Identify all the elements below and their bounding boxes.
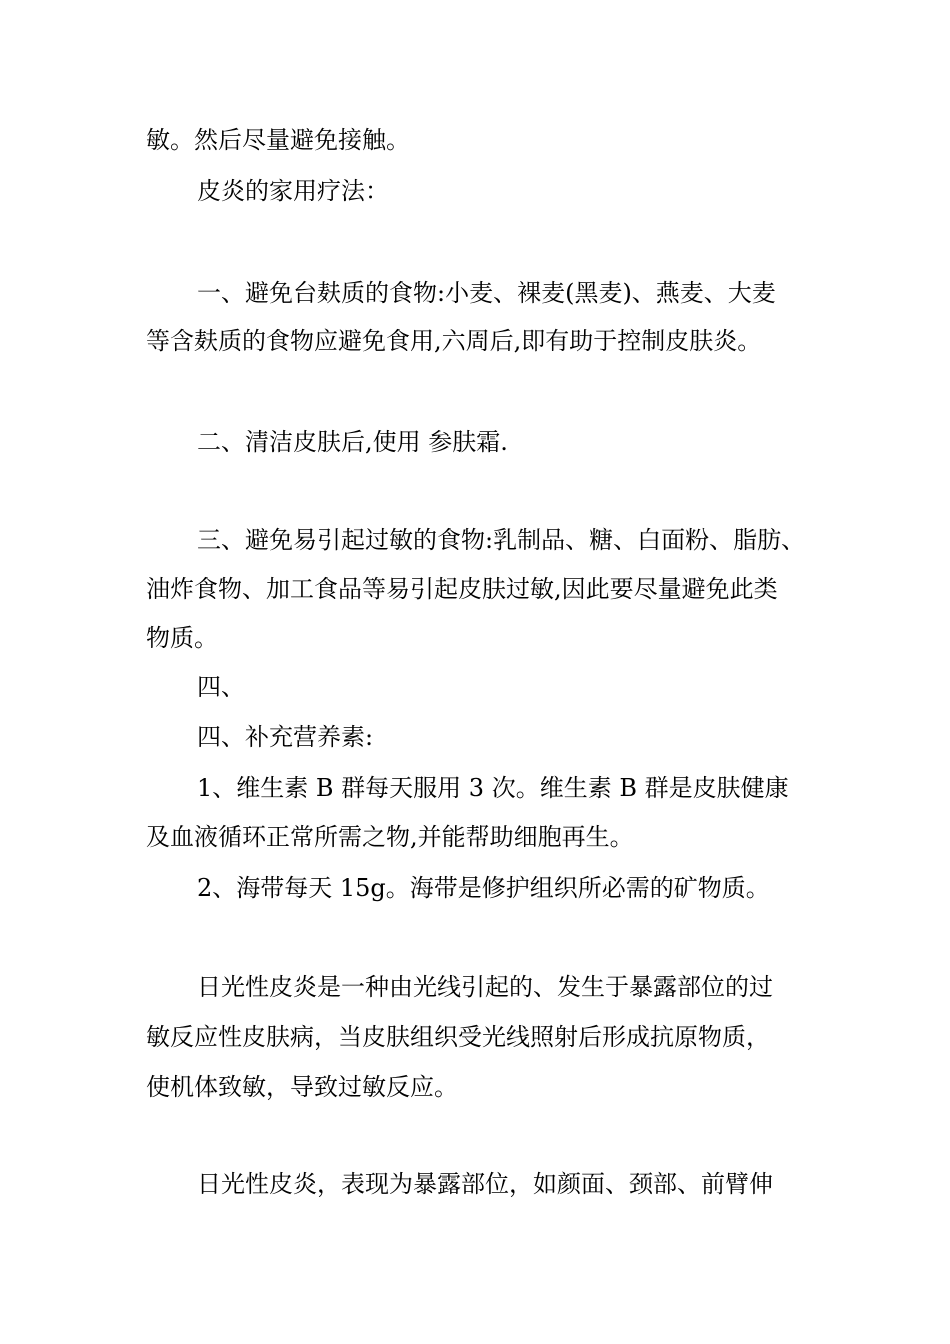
text-line: 1、维生素 B 群每天服用 3 次。维生素 B 群是皮肤健康 xyxy=(197,774,789,802)
text-line: 油炸食物、加工食品等易引起皮肤过敏,因此要尽量避免此类 xyxy=(146,575,778,603)
text-line: 二、清洁皮肤后,使用 参肤霜. xyxy=(197,428,508,456)
text-line: 四、 xyxy=(197,673,245,701)
text-line: 四、补充营养素: xyxy=(197,723,374,751)
text-line: 敏。然后尽量避免接触。 xyxy=(146,126,410,154)
text-line: 日光性皮炎是一种由光线引起的、发生于暴露部位的过 xyxy=(197,973,773,1001)
text-line: 物质。 xyxy=(146,624,218,652)
text-line: 三、避免易引起过敏的食物:乳制品、糖、白面粉、脂肪、 xyxy=(197,526,806,554)
section-heading: 皮炎的家用疗法： xyxy=(197,177,389,205)
text-line: 一、避免台麸质的食物:小麦、裸麦(黑麦)、燕麦、大麦 xyxy=(197,279,776,307)
text-line: 等含麸质的食物应避免食用,六周后,即有助于控制皮肤炎。 xyxy=(146,327,762,355)
text-line: 及血液循环正常所需之物,并能帮助细胞再生。 xyxy=(146,823,634,851)
text-line: 2、海带每天 15g。海带是修护组织所必需的矿物质。 xyxy=(197,874,770,902)
text-line: 敏反应性皮肤病，当皮肤组织受光线照射后形成抗原物质， xyxy=(146,1023,770,1051)
text-line: 日光性皮炎，表现为暴露部位，如颜面、颈部、前臂伸 xyxy=(197,1170,773,1198)
text-line: 使机体致敏，导致过敏反应。 xyxy=(146,1073,458,1101)
